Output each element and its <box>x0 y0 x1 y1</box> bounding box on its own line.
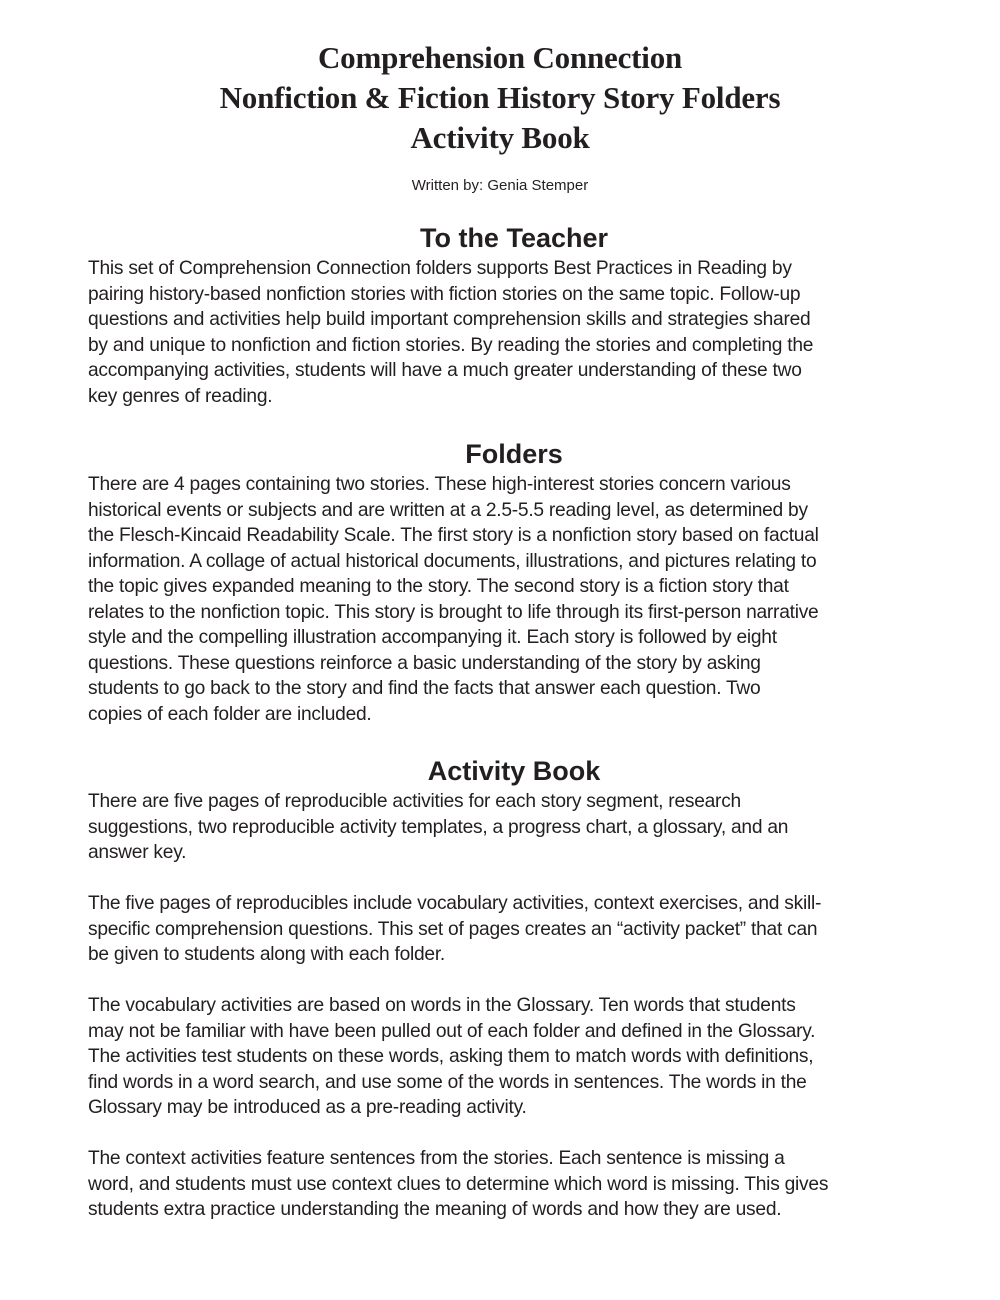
title-line-2: Nonfiction & Fiction History Story Folders <box>219 80 781 115</box>
activity-book-paragraph-1 <box>88 789 958 866</box>
text-line: style and the compelling illustration accompanying it. Each story is followed by eight <box>88 627 777 648</box>
text-line: questions. These questions reinforce a basic understanding of the story by asking <box>88 652 761 674</box>
title-line-1: Comprehension Connection <box>317 40 683 75</box>
to-the-teacher-paragraph <box>88 256 958 409</box>
text-line: specific comprehension questions. This set of pages creates an “activity packet” that can <box>88 918 818 940</box>
text-line: Glossary may be introduced as a pre-reading activity. <box>88 1097 527 1118</box>
text-line: questions and activities help build important comprehension skills and strategies shared <box>88 309 811 330</box>
text-line: This set of Comprehension Connection folders supports Best Practices in Reading by <box>88 258 792 279</box>
text-line: be given to students along with each folder. <box>88 944 446 965</box>
text-line: the topic gives expanded meaning to the story. The second story is a fiction story that <box>88 576 789 597</box>
text-line: The five pages of reproducibles include vocabulary activities, context exercises, and skill- <box>88 893 822 914</box>
text-line: relates to the nonfiction topic. This story is brought to life through its first-person narrative <box>88 601 819 623</box>
text-line: students extra practice understanding the meaning of words and how they are used. <box>88 1199 782 1220</box>
document-title <box>0 38 1000 158</box>
folders-paragraph <box>88 472 958 727</box>
text-line: The vocabulary activities are based on words in the Glossary. Ten words that students <box>88 995 796 1016</box>
text-line: by and unique to nonfiction and fiction stories. By reading the stories and completing the <box>88 334 814 356</box>
text-line: copies of each folder are included. <box>88 703 372 725</box>
activity-book-paragraph-3 <box>88 993 958 1121</box>
text-line: word, and students must use context clues to determine which word is missing. This gives <box>88 1173 829 1195</box>
text-line: pairing history-based nonfiction stories with fiction stories on the same topic. Follow-up <box>88 283 801 305</box>
text-line: There are 4 pages containing two stories. These high-interest stories concern various <box>88 474 791 495</box>
text-line: historical events or subjects and are written at a 2.5-5.5 reading level, as determined by <box>88 499 808 521</box>
text-line: key genres of reading. <box>88 385 273 407</box>
text-line: The activities test students on these words, asking them to match words with definitions, <box>88 1046 814 1067</box>
activity-book-paragraph-2 <box>88 891 958 968</box>
title-line-3: Activity Book <box>410 120 590 155</box>
text-line: suggestions, two reproducible activity templates, a progress chart, a glossary, and an <box>88 816 789 838</box>
text-line: There are five pages of reproducible activities for each story segment, research <box>88 791 741 812</box>
text-line: students to go back to the story and find the facts that answer each question. Two <box>88 678 761 699</box>
text-line: find words in a word search, and use some of the words in sentences. The words in the <box>88 1071 807 1093</box>
author-byline: Written by: Genia Stemper <box>411 177 589 194</box>
activity-book-paragraph-4 <box>88 1146 958 1223</box>
section-heading-folders: Folders <box>465 439 563 469</box>
text-line: The context activities feature sentences from the stories. Each sentence is missing a <box>88 1148 785 1169</box>
text-line: accompanying activities, students will have a much greater understanding of these two <box>88 360 802 381</box>
text-line: answer key. <box>88 842 187 863</box>
section-heading-to-the-teacher: To the Teacher <box>419 223 609 253</box>
section-heading-activity-book: Activity Book <box>427 756 601 786</box>
text-line: the Flesch-Kincaid Readability Scale. The first story is a nonfiction story based on factual <box>88 525 819 546</box>
text-line: information. A collage of actual historical documents, illustrations, and pictures relating to <box>88 550 817 572</box>
text-line: may not be familiar with have been pulled out of each folder and defined in the Glossary. <box>88 1020 816 1042</box>
